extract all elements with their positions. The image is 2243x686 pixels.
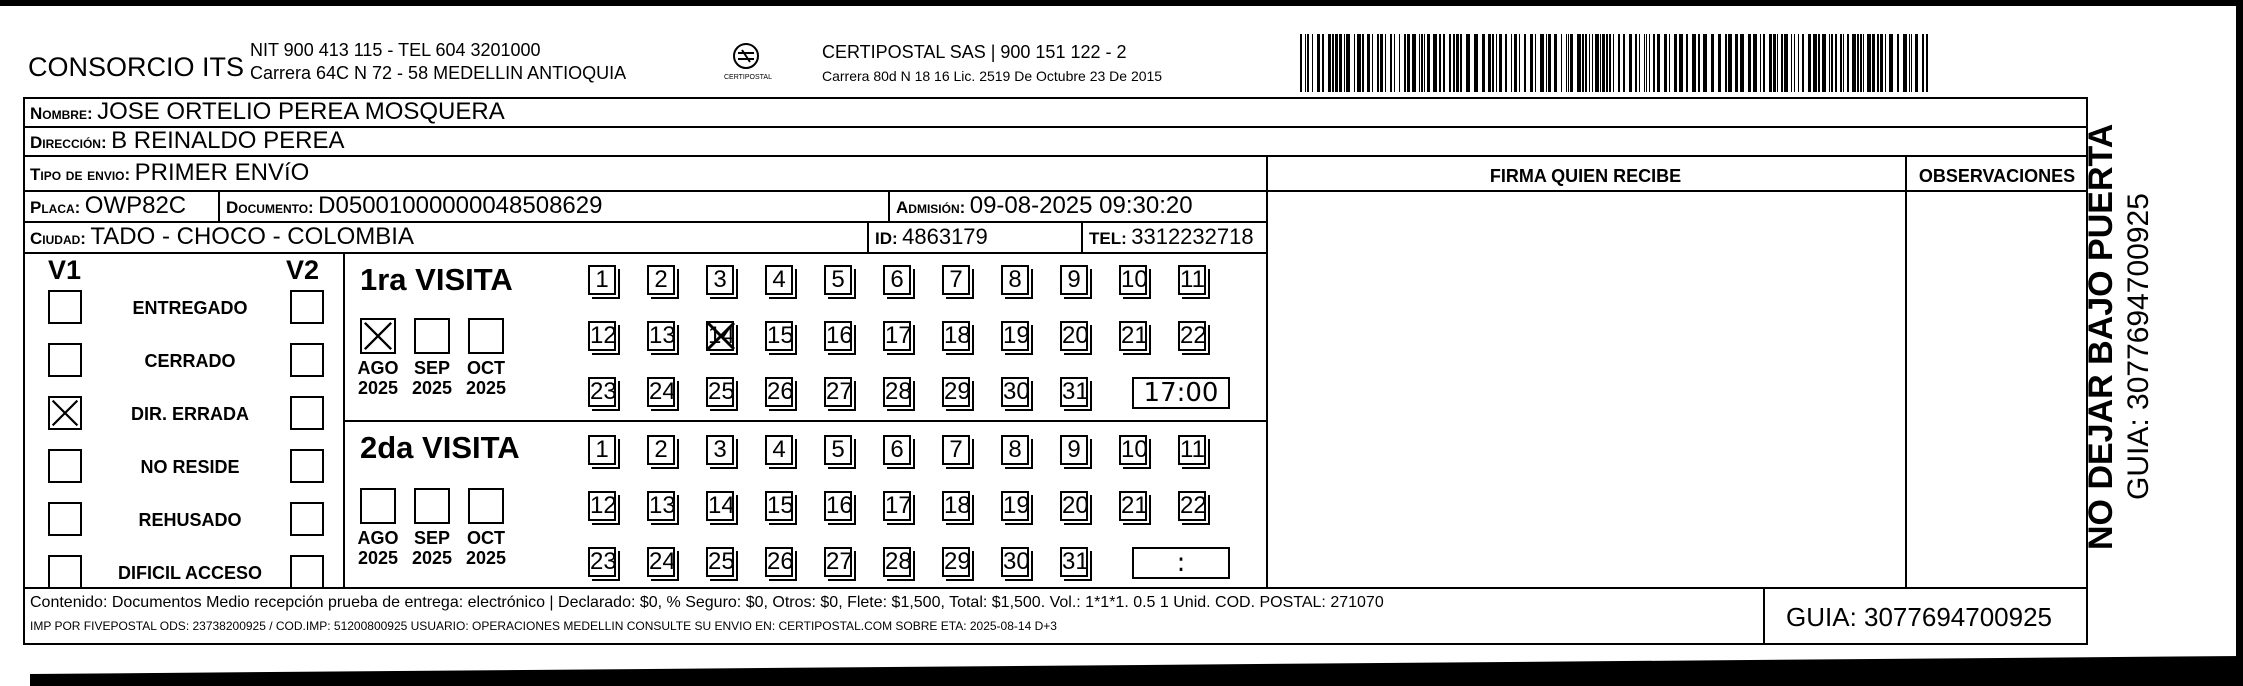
id-cell (875, 225, 988, 249)
day-box[interactable]: 19 (1003, 492, 1030, 519)
col-line (888, 190, 890, 221)
month-year: 2025 (411, 378, 453, 398)
name-value: JOSE ORTELIO PEREA MOSQUERA (97, 98, 505, 125)
x-mark-icon (362, 320, 394, 352)
month-year: 2025 (465, 548, 507, 568)
day-box[interactable]: 20 (1062, 492, 1089, 519)
plate-cell (30, 193, 186, 219)
status-label-rehusado: REHUSADO (138, 510, 242, 530)
day-box[interactable]: 23 (590, 548, 617, 575)
id-value: 4863179 (902, 224, 988, 249)
day-box[interactable]: 7 (942, 265, 970, 295)
month-label (405, 358, 459, 398)
tel-value: 3312232718 (1131, 224, 1254, 249)
day-box[interactable]: 22 (1180, 322, 1207, 349)
v1-checkbox[interactable] (48, 555, 82, 589)
v2-checkbox[interactable] (290, 449, 324, 483)
observations-header: OBSERVACIONES (1918, 166, 2076, 186)
month-label (351, 528, 405, 568)
col-line (867, 221, 869, 252)
day-box[interactable]: 13 (649, 492, 676, 519)
courier-name: CERTIPOSTAL SAS | 900 151 122 - 2 (822, 42, 1127, 62)
scan-top-edge (0, 0, 2243, 6)
day-box[interactable]: 6 (883, 265, 911, 295)
address-value: B REINALDO PEREA (111, 127, 345, 154)
ship-type-value: PRIMER ENVíO (134, 159, 310, 186)
v1-label: V1 (48, 255, 82, 285)
month-checkbox[interactable] (360, 488, 396, 524)
day-box[interactable]: 21 (1121, 322, 1148, 349)
certipostal-logo (716, 38, 776, 90)
city-cell (30, 224, 414, 250)
barcode (1300, 34, 1930, 92)
month-name: SEP (413, 528, 451, 548)
day-box[interactable]: 12 (590, 322, 617, 349)
address-label: Dirección: (30, 133, 107, 152)
day-box[interactable]: 27 (826, 378, 853, 405)
admission-value: 09-08-2025 09:30:20 (969, 192, 1193, 219)
v2-checkbox[interactable] (290, 396, 324, 430)
day-box[interactable]: 30 (1003, 378, 1030, 405)
document-label: Documento: (226, 198, 314, 217)
month-checkbox[interactable] (360, 318, 396, 354)
day-box[interactable]: 30 (1003, 548, 1030, 575)
time-box[interactable]: : (1132, 547, 1230, 579)
day-box[interactable]: 15 (767, 322, 794, 349)
status-label-entregado: ENTREGADO (132, 298, 248, 318)
day-box[interactable]: 18 (944, 492, 971, 519)
footer-guia: GUIA: 3077694700925 (1786, 602, 2052, 632)
day-box[interactable]: 14 (708, 322, 735, 349)
day-box[interactable]: 20 (1062, 322, 1089, 349)
month-checkbox[interactable] (414, 488, 450, 524)
day-box[interactable]: 15 (767, 492, 794, 519)
day-box[interactable]: 6 (883, 435, 911, 465)
day-box[interactable]: 31 (1062, 548, 1089, 575)
day-box[interactable]: 16 (826, 492, 853, 519)
x-mark-icon (50, 398, 80, 428)
v1-checkbox[interactable] (48, 449, 82, 483)
day-box[interactable]: 3 (706, 265, 734, 295)
name-label: Nombre: (30, 104, 93, 123)
month-checkbox[interactable] (468, 488, 504, 524)
day-box[interactable]: 8 (1001, 435, 1029, 465)
day-box[interactable]: 1 (588, 265, 616, 295)
v2-label: V2 (286, 255, 320, 285)
day-box[interactable]: 2 (647, 435, 675, 465)
month-year: 2025 (411, 548, 453, 568)
city-label: Ciudad: (30, 229, 86, 248)
signature-header: FIRMA QUIEN RECIBE (1489, 166, 1682, 186)
day-box[interactable]: 11 (1180, 436, 1205, 463)
col-line (218, 190, 220, 221)
month-checkbox[interactable] (468, 318, 504, 354)
visit2-title: 2da VISITA (360, 430, 520, 465)
scan-bottom-edge (30, 656, 2243, 686)
day-box[interactable]: 8 (1001, 265, 1029, 295)
document-value: D05001000000048508629 (318, 192, 603, 219)
month-year: 2025 (465, 378, 507, 398)
day-box[interactable]: 12 (590, 492, 617, 519)
day-box[interactable]: 14 (708, 492, 735, 519)
day-box[interactable]: 4 (765, 265, 793, 295)
day-box[interactable]: 25 (708, 548, 735, 575)
side-guia: GUIA: 3077694700925 (2122, 193, 2155, 500)
day-box[interactable]: 19 (1003, 322, 1030, 349)
plate-value: OWP82C (84, 192, 187, 219)
status-label-cerrado: CERRADO (144, 351, 236, 371)
month-name: SEP (413, 358, 451, 378)
address-row (30, 128, 344, 154)
day-box[interactable]: 9 (1060, 265, 1088, 295)
visit1-title: 1ra VISITA (360, 262, 513, 297)
tel-cell (1089, 225, 1254, 249)
v2-checkbox[interactable] (290, 555, 324, 589)
v2-checkbox[interactable] (290, 290, 324, 324)
day-box[interactable]: 26 (767, 548, 794, 575)
footer-print-info: IMP POR FIVEPOSTAL ODS: 23738200925 / COD.IMP: 51200800925 USUARIO: OPERACIONES MEDELLIN CONSULTE SU ENVIO EN: CERTIPOSTAL.COM SOBRE ETA: 2025-08-14 D+3 (30, 619, 1057, 633)
day-box[interactable]: 29 (944, 378, 971, 405)
id-label: ID: (875, 229, 898, 248)
day-box[interactable]: 2 (647, 265, 675, 295)
day-box[interactable]: 10 (1121, 266, 1148, 293)
day-box[interactable]: 17 (885, 492, 912, 519)
month-name: AGO (357, 358, 399, 378)
logo-text: CERTIPOSTAL (724, 74, 772, 81)
row-line (23, 252, 1268, 254)
col-line (1763, 587, 1765, 645)
day-box[interactable]: 11 (1180, 266, 1205, 293)
company-nit: NIT 900 413 115 - TEL 604 3201000 (250, 40, 541, 60)
day-box[interactable]: 3 (706, 435, 734, 465)
v1-checkbox[interactable] (48, 343, 82, 377)
day-box[interactable]: 7 (942, 435, 970, 465)
col-line (1081, 221, 1083, 252)
document-cell (226, 193, 602, 219)
month-name: AGO (357, 528, 399, 548)
status-label-dificil-acceso: DIFICIL ACCESO (117, 563, 262, 583)
row-line (23, 155, 2087, 157)
month-year: 2025 (357, 548, 399, 568)
day-box[interactable]: 18 (944, 322, 971, 349)
plate-label: Placa: (30, 198, 81, 217)
row-line (23, 587, 2087, 589)
month-label (459, 528, 513, 568)
day-box[interactable]: 25 (708, 378, 735, 405)
name-row (30, 99, 505, 125)
day-box[interactable]: 17 (885, 322, 912, 349)
admission-cell (896, 193, 1193, 219)
footer-contents: Contenido: Documentos Medio recepción prueba de entrega: electrónico | Declarado: $0, % Seguro: $0, Otros: $0, Flete: $1,500, Total: $1,500. Vol.: 1*1*1. 0.5 1 Unid. COD. POSTAL: 271070 (30, 594, 1384, 611)
day-box[interactable]: 31 (1062, 378, 1089, 405)
v2-checkbox[interactable] (290, 343, 324, 377)
month-year: 2025 (357, 378, 399, 398)
admission-label: Admisión: (896, 198, 966, 217)
x-mark-icon (706, 321, 736, 351)
tel-label: TEL: (1089, 229, 1127, 248)
col-line (343, 252, 345, 587)
day-box[interactable]: 21 (1121, 492, 1148, 519)
v1-checkbox[interactable] (48, 396, 82, 430)
month-checkbox[interactable] (414, 318, 450, 354)
day-box[interactable]: 10 (1121, 436, 1148, 463)
side-warning: NO DEJAR BAJO PUERTA (2082, 123, 2120, 550)
courier-address: Carrera 80d N 18 16 Lic. 2519 De Octubre 23 De 2015 (822, 68, 1163, 84)
day-box[interactable]: 26 (767, 378, 794, 405)
signature-area[interactable] (1268, 191, 1905, 587)
day-box[interactable]: 5 (824, 435, 852, 465)
day-box[interactable]: 27 (826, 548, 853, 575)
ship-type-row (30, 160, 309, 186)
month-label (351, 358, 405, 398)
day-box[interactable]: 5 (824, 265, 852, 295)
city-value: TADO - CHOCO - COLOMBIA (90, 223, 414, 250)
status-label-no-reside: NO RESIDE (140, 457, 240, 477)
day-box[interactable]: 29 (944, 548, 971, 575)
day-box[interactable]: 16 (826, 322, 853, 349)
day-box[interactable]: 28 (885, 378, 912, 405)
day-box[interactable]: 4 (765, 435, 793, 465)
time-box[interactable]: 17:00 (1132, 377, 1230, 409)
row-line (343, 420, 1268, 422)
month-label (459, 358, 513, 398)
company-address: Carrera 64C N 72 - 58 MEDELLIN ANTIOQUIA (250, 63, 627, 83)
ship-type-label: Tipo de envio: (30, 165, 131, 184)
day-box[interactable]: 28 (885, 548, 912, 575)
day-box[interactable]: 23 (590, 378, 617, 405)
month-name: OCT (467, 358, 505, 378)
month-name: OCT (467, 528, 505, 548)
status-label-dir-errada: DIR. ERRADA (130, 404, 249, 424)
day-box[interactable]: 9 (1060, 435, 1088, 465)
scan-right-edge (2236, 0, 2243, 686)
barcode-graphic (1300, 34, 1930, 92)
day-box[interactable]: 24 (649, 378, 676, 405)
day-box[interactable]: 1 (588, 435, 616, 465)
day-box[interactable]: 13 (649, 322, 676, 349)
v2-checkbox[interactable] (290, 502, 324, 536)
observations-area[interactable] (1907, 191, 2086, 587)
day-box[interactable]: 22 (1180, 492, 1207, 519)
v1-checkbox[interactable] (48, 502, 82, 536)
day-box[interactable]: 24 (649, 548, 676, 575)
v1-checkbox[interactable] (48, 290, 82, 324)
month-label (405, 528, 459, 568)
company-name: CONSORCIO ITS (28, 52, 245, 82)
